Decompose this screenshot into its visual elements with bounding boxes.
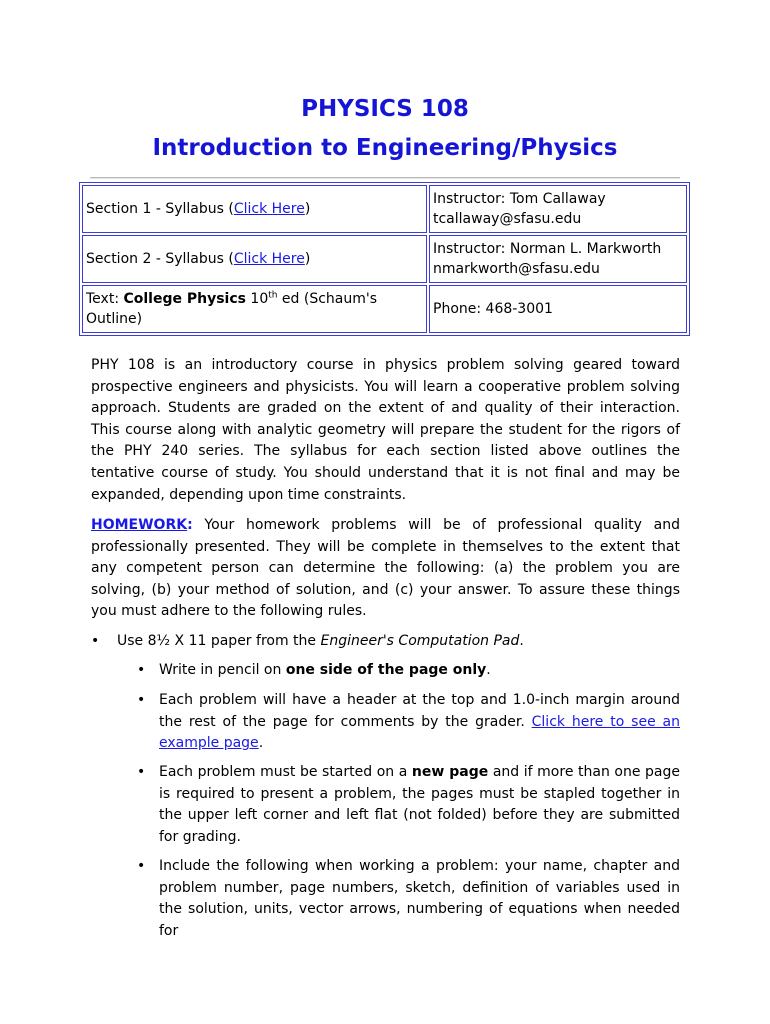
section-1-label: Section 1 - Syllabus (	[86, 201, 234, 217]
bullet-icon: •	[137, 692, 146, 708]
edition-suffix: th	[268, 290, 278, 301]
edition-rest: ed (Schaum's Outline)	[86, 291, 378, 327]
homework-colon: :	[187, 517, 193, 533]
section-1-cell	[82, 185, 427, 233]
list-item	[159, 660, 680, 682]
rule-3-suffix: .	[258, 735, 264, 752]
rule-2-text: Write in pencil on	[159, 662, 286, 678]
homework-label: HOMEWORK	[91, 517, 188, 533]
rule-2-suffix: .	[486, 662, 491, 678]
phone-number: Phone: 468-3001	[433, 301, 553, 317]
table-row	[82, 185, 687, 233]
section-2-paren: )	[304, 251, 311, 267]
section-2-label: Section 2 - Syllabus (	[86, 251, 234, 267]
rule-2-bold: one side of the page only	[285, 662, 487, 678]
list-item	[117, 631, 680, 653]
textbook-title: College Physics	[123, 291, 246, 307]
homework-paragraph	[91, 515, 680, 623]
edition-number: 10	[245, 291, 269, 307]
bullet-icon: •	[137, 764, 146, 780]
course-description: PHY 108 is an introductory course in physics problem solving geared toward prospective engineers and physicists. You will learn a cooperative problem solving approach. Students are graded on the extent of and quality of their interaction. This course along with analytic geometry will prepare the student for the rigors of the PHY 240 series. The syllabus for each section listed above outlines the tentative course of study. You should understand that it is not final and may be expanded, depending upon time constraints.	[91, 357, 680, 503]
instructor-1-name: Instructor: Tom Callaway	[433, 191, 606, 207]
rule-3-text: Each problem will have a header at the top and 1.0-inch margin around the rest of the page for comments by the grader.	[159, 692, 680, 730]
text-label: Text:	[86, 291, 124, 307]
instructor-2-name: Instructor: Norman L. Markworth	[433, 241, 662, 257]
rule-4-text: Each problem must be started on a	[159, 764, 412, 780]
rule-1-italic: Engineer's Computation Pad	[320, 633, 520, 649]
instructor-2-email: nmarkworth@sfasu.edu	[433, 261, 600, 277]
bullet-icon: •	[137, 662, 146, 678]
phone-cell	[429, 285, 687, 333]
bullet-icon: •	[91, 633, 100, 649]
example-page-link[interactable]: Click here to see an example page	[159, 713, 680, 752]
course-info-table	[79, 182, 690, 336]
rule-4-suffix: and if more than one page is required to present a problem, the pages must be stapled together in the upper left corner and left flat (not folded) before they are submitted for grading.	[159, 764, 680, 845]
list-item	[159, 690, 680, 755]
rule-1-suffix: .	[519, 633, 524, 649]
section-2-cell	[82, 235, 427, 283]
section-1-syllabus-link[interactable]: Click Here	[233, 201, 305, 217]
section-2-syllabus-link[interactable]: Click Here	[233, 251, 305, 267]
rule-1-text: Use 8½ X 11 paper from the	[117, 633, 321, 649]
section-1-paren: )	[304, 201, 311, 217]
bullet-icon: •	[137, 858, 146, 874]
page-title: PHYSICS 108	[301, 96, 469, 122]
horizontal-rule	[90, 177, 680, 179]
textbook-cell	[82, 285, 427, 333]
instructor-1-email: tcallaway@sfasu.edu	[433, 211, 582, 227]
homework-text: Your homework problems will be of professional quality and professionally presented. They will be complete in themselves to the extent that any competent person can determine the following: (a) the problem you are solving, (b) your method of solution, and (c) your answer. To assure these things you must adhere to the following rules.	[91, 517, 680, 620]
table-row	[82, 285, 687, 333]
list-item	[159, 762, 680, 848]
page-subtitle: Introduction to Engineering/Physics	[152, 135, 618, 161]
rule-4-bold: new page	[411, 764, 489, 780]
instructor-2-cell	[429, 235, 687, 283]
instructor-1-cell	[429, 185, 687, 233]
table-row	[82, 235, 687, 283]
list-item	[159, 856, 680, 942]
rule-5-text: Include the following when working a problem: your name, chapter and problem number, page numbers, sketch, definition of variables used in the solution, units, vector arrows, numbering of equations when needed for	[159, 858, 680, 939]
